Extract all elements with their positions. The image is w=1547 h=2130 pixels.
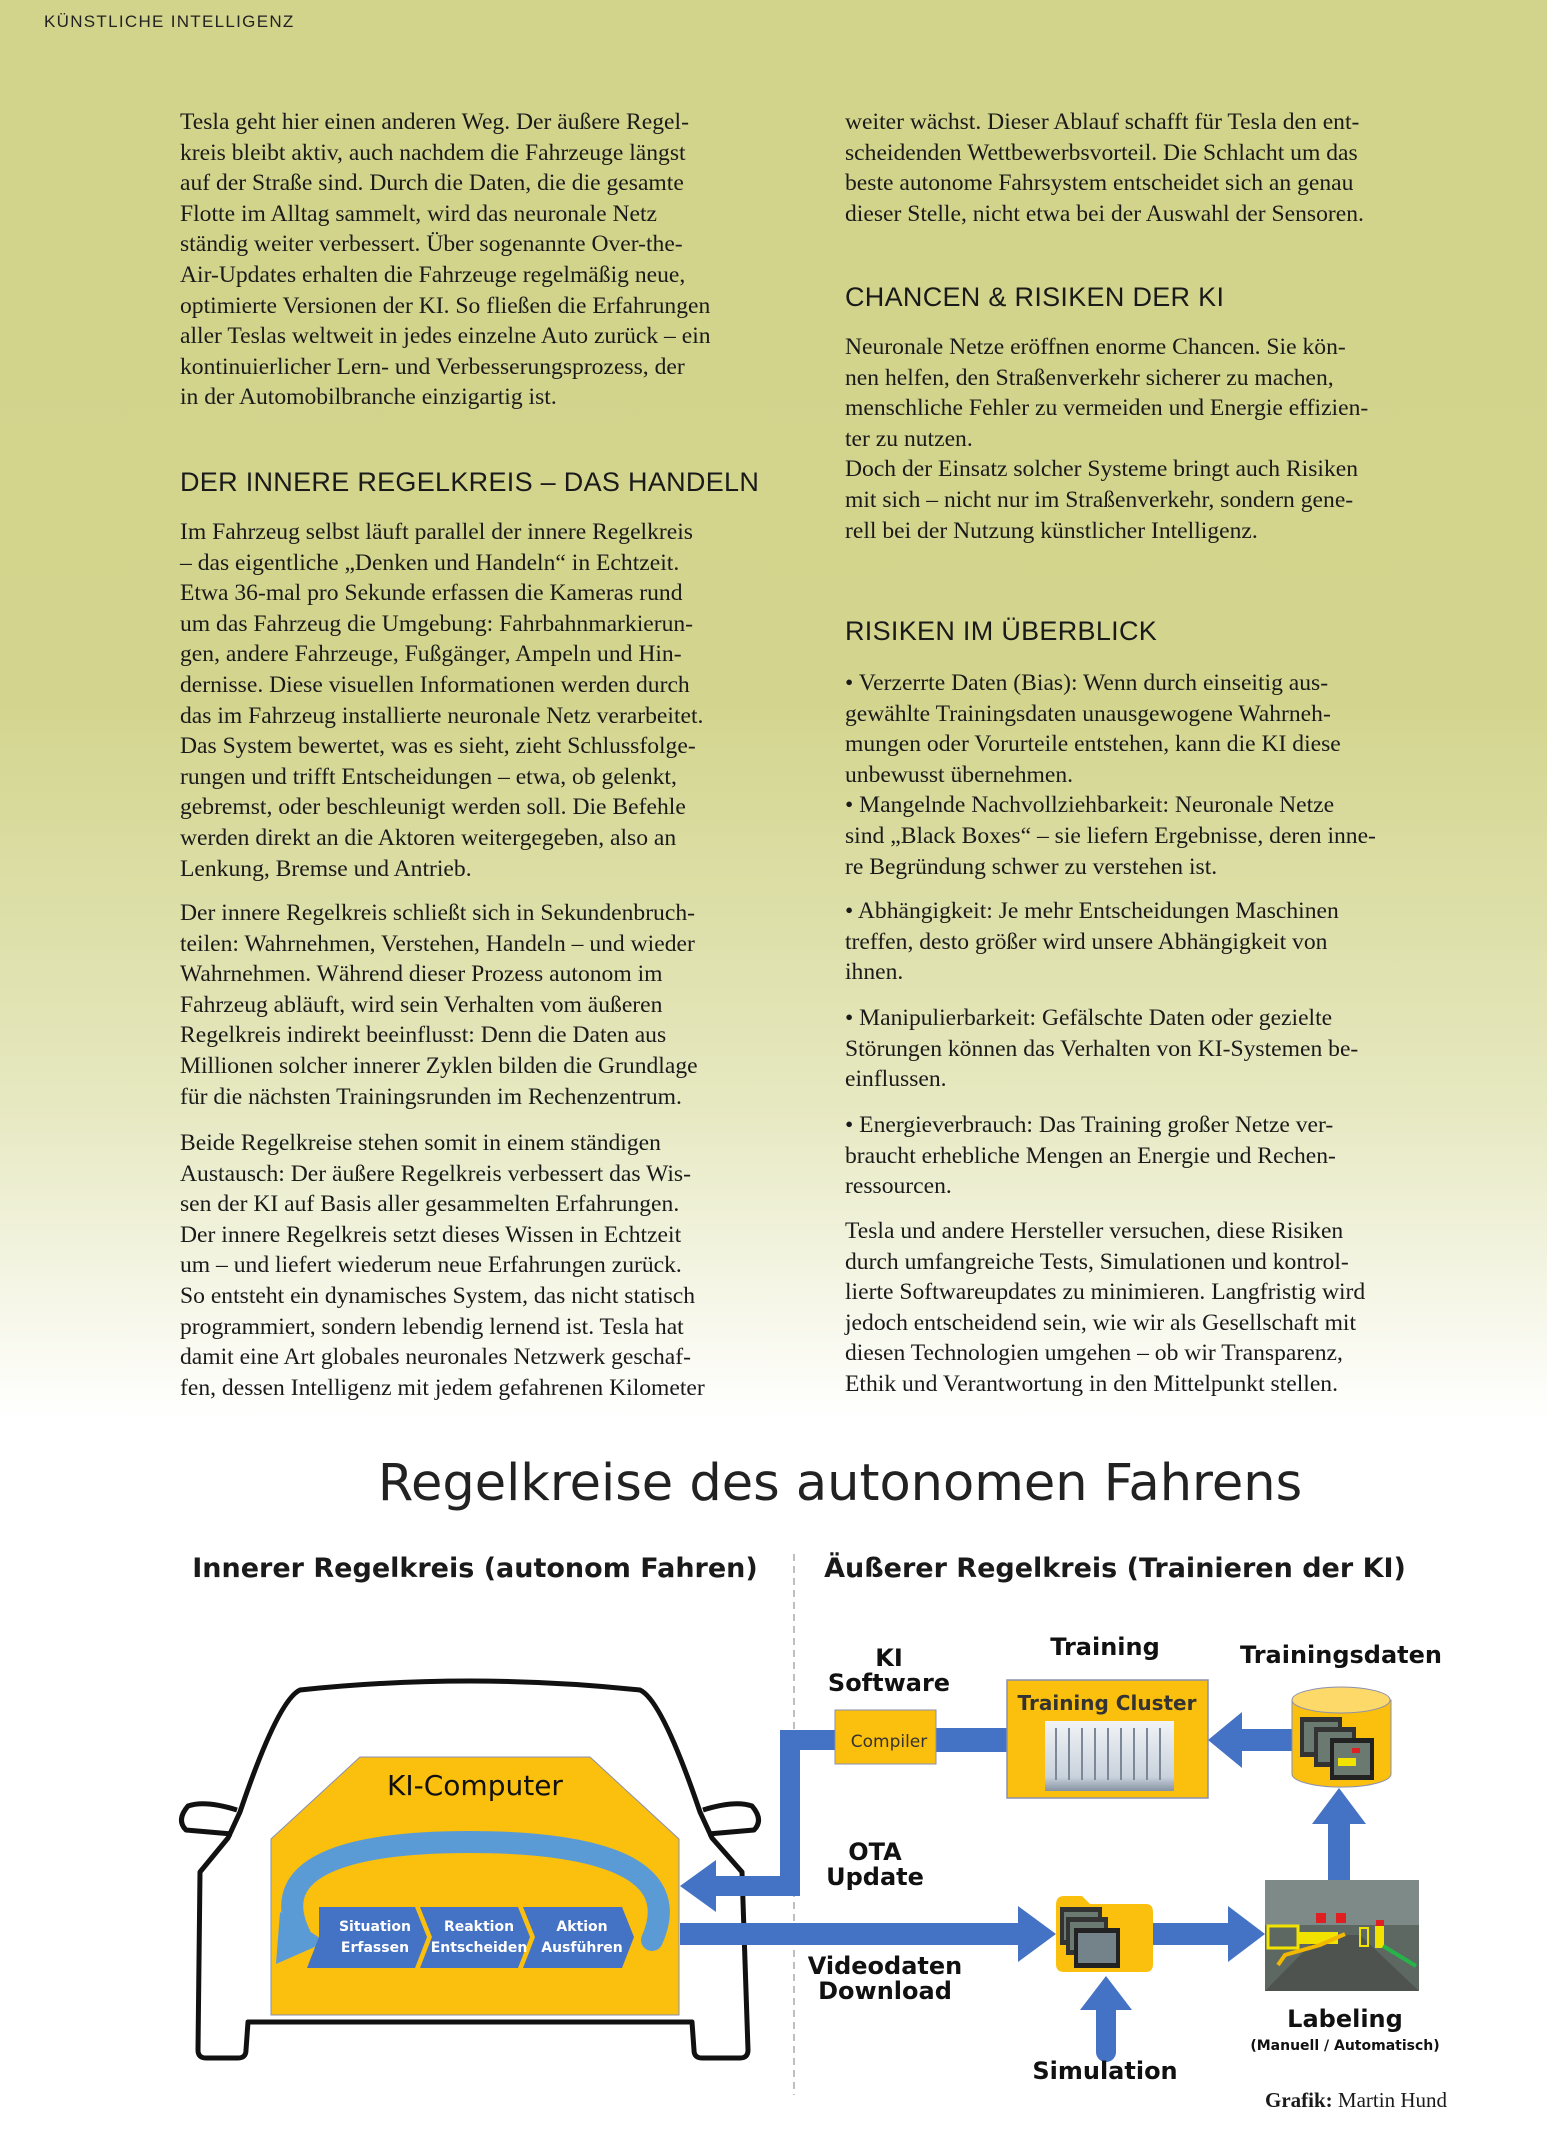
text-line: diesen Technologien umgehen – ob wir Transparenz, [845, 1340, 1343, 1367]
text-line: rell bei der Nutzung künstlicher Intelligenz. [845, 517, 1258, 544]
text-line: Millionen solcher innerer Zyklen bilden die Grundlage [180, 1052, 698, 1079]
text-line: Wahrnehmen. Während dieser Prozess autonom im [180, 961, 663, 988]
step-label: Ausführen [541, 1940, 623, 1956]
text-line: einflussen. [845, 1066, 947, 1093]
text-line: Air-Updates erhalten die Fahrzeuge regelmäßig neue, [180, 261, 686, 288]
text-line: ständig weiter verbessert. Über sogenannte Over-the- [180, 231, 683, 258]
text-line: sind „Black Boxes“ – sie liefern Ergebnisse, deren inne- [845, 822, 1376, 849]
text-line: jedoch entscheidend sein, wie wir als Gesellschaft mit [845, 1309, 1357, 1336]
text-line: gen, andere Fahrzeuge, Fußgänger, Ampeln und Hin- [180, 641, 682, 668]
text-line: ihnen. [845, 959, 904, 986]
ota-label: Update [826, 1863, 924, 1891]
section-heading: DER INNERE REGELKREIS – DAS HANDELN [180, 467, 760, 497]
trainingsdaten-label: Trainingsdaten [1239, 1641, 1443, 1669]
text-line: Lenkung, Bremse und Antrieb. [180, 855, 472, 882]
step-chevron [307, 1907, 427, 1968]
text-line: gebremst, oder beschleunigt werden soll. Die Befehle [180, 794, 686, 821]
text-line: scheidenden Wettbewerbsvorteil. Die Schlacht um das [845, 139, 1358, 166]
text-line: fen, dessen Intelligenz mit jedem gefahrenen Kilometer [180, 1374, 705, 1401]
text-line: • Mangelnde Nachvollziehbarkeit: Neuronale Netze [845, 792, 1335, 819]
text-line: ter zu nutzen. [845, 425, 973, 452]
text-line: Flotte im Alltag sammelt, wird das neuronale Netz [180, 200, 658, 227]
ota-label: OTA [848, 1838, 902, 1866]
ki-software-label: KI [875, 1644, 903, 1672]
arrowhead-icon [1080, 1976, 1132, 2010]
arrowhead-icon [1018, 1906, 1056, 1962]
text-line: rungen und trifft Entscheidungen – etwa, ob gelenkt, [180, 763, 677, 790]
text-line: das im Fahrzeug installierte neuronale Netz verarbeitet. [180, 702, 704, 729]
text-line: teilen: Wahrnehmen, Verstehen, Handeln – und wieder [180, 930, 695, 957]
video-folder-icon [1056, 1896, 1153, 1972]
text-line: Ethik und Verantwortung in den Mittelpunkt stellen. [845, 1370, 1339, 1397]
labeling-sublabel: (Manuell / Automatisch) [1250, 2038, 1440, 2054]
text-line: damit eine Art globales neuronales Netzwerk geschaf- [180, 1344, 691, 1371]
text-line: gewählte Trainingsdaten unausgewogene Wahrneh- [845, 700, 1331, 727]
video-download-label: Videodaten [807, 1952, 963, 1980]
text-line: • Manipulierbarkeit: Gefälschte Daten oder gezielte [845, 1005, 1333, 1031]
text-line: programmiert, sondern lebendig lernend ist. Tesla hat [180, 1313, 684, 1340]
ota-arrow [712, 1740, 835, 1886]
step-label: Aktion [556, 1919, 608, 1935]
text-line: menschliche Fehler zu vermeiden und Energie effizien- [845, 395, 1369, 422]
simulation-label: Simulation [1032, 2057, 1178, 2085]
text-line: re Begründung schwer zu verstehen ist. [845, 853, 1218, 880]
process-steps [307, 1907, 634, 1968]
text-line: Tesla und andere Hersteller versuchen, diese Risiken [845, 1218, 1344, 1244]
text-line: dieser Stelle, nicht etwa bei der Auswahl der Sensoren. [845, 200, 1364, 227]
text-line: treffen, desto größer wird unsere Abhängigkeit von [845, 928, 1328, 955]
database-icon [1292, 1687, 1391, 1787]
section-kicker: KÜNSTLICHE INTELLIGENZ [44, 12, 295, 31]
step-chevron [523, 1907, 634, 1968]
text-line: Etwa 36-mal pro Sekunde erfassen die Kameras rund [180, 580, 683, 607]
section-heading: RISIKEN IM ÜBERBLICK [845, 616, 1158, 646]
text-line: für die nächsten Trainingsrunden im Rechenzentrum. [180, 1083, 682, 1110]
text-line: nen helfen, den Straßenverkehr sicherer zu machen, [845, 364, 1334, 391]
text-line: lierte Softwareupdates zu minimieren. Langfristig wird [845, 1279, 1366, 1306]
section-heading: CHANCEN & RISIKEN DER KI [845, 282, 1225, 312]
text-line: Fahrzeug abläuft, wird sein Verhalten vom äußeren [180, 991, 663, 1018]
text-line: mit sich – nicht nur im Straßenverkehr, sondern gene- [845, 486, 1354, 513]
text-line: aller Teslas weltweit in jedes einzelne Auto zurück – ein [180, 323, 711, 350]
text-line: Im Fahrzeug selbst läuft parallel der innere Regelkreis [180, 519, 693, 545]
step-chevron [420, 1907, 530, 1968]
graphic-credit [1265, 2088, 1447, 2113]
step-label: Erfassen [340, 1940, 410, 1956]
text-line: • Energieverbrauch: Das Training großer Netze ver- [845, 1112, 1334, 1138]
text-line: dernisse. Diese visuellen Informationen werden durch [180, 671, 690, 698]
text-line: Störungen können das Verhalten von KI-Systemen be- [845, 1035, 1359, 1062]
text-line: Austausch: Der äußere Regelkreis verbessert das Wis- [180, 1160, 691, 1187]
text-line: werden direkt an die Aktoren weitergegeben, also an [180, 824, 677, 851]
step-label: Reaktion [443, 1919, 515, 1935]
server-rack-icon [1045, 1721, 1174, 1791]
text-line: optimierte Versionen der KI. So fließen die Erfahrungen [180, 292, 711, 319]
text-line: Tesla geht hier einen anderen Weg. Der äußere Regel- [180, 109, 689, 135]
ki-software-label: Software [827, 1669, 951, 1697]
compiler-label: Compiler [850, 1732, 928, 1752]
text-line: braucht erhebliche Mengen an Energie und Rechen- [845, 1142, 1336, 1169]
text-line: sen der KI auf Basis aller gesammelten Erfahrungen. [180, 1191, 680, 1218]
arrowhead-icon [1312, 1788, 1366, 1824]
credit-name: Martin Hund [1337, 2088, 1447, 2112]
inner-loop-title: Innerer Regelkreis (autonom Fahren) [192, 1553, 758, 1584]
labeling-image [1265, 1880, 1419, 1991]
step-label: Situation [338, 1919, 412, 1935]
text-line: um das Fahrzeug die Umgebung: Fahrbahnmarkierun- [180, 610, 694, 637]
credit-label: Grafik: [1265, 2088, 1333, 2112]
text-line: Doch der Einsatz solcher Systeme bringt auch Risiken [845, 456, 1359, 483]
text-line: Neuronale Netze eröffnen enorme Chancen. Sie kön- [845, 334, 1346, 360]
diagram-title: Regelkreise des autonomen Fahrens [377, 1454, 1303, 1513]
text-line: in der Automobilbranche einzigartig ist. [180, 384, 557, 411]
text-line: auf der Straße sind. Durch die Daten, die die gesamte [180, 170, 684, 197]
ki-computer-label: KI-Computer [387, 1769, 563, 1802]
text-line: Der innere Regelkreis schließt sich in Sekundenbruch- [180, 900, 695, 926]
text-line: ressourcen. [845, 1173, 952, 1200]
text-line: Das System bewertet, was es sieht, zieht Schlussfolge- [180, 733, 696, 760]
training-cluster-label: Training Cluster [1017, 1691, 1197, 1715]
arrowhead-icon [1208, 1712, 1242, 1768]
step-label: Entscheiden [430, 1940, 528, 1956]
arrowhead-icon [1228, 1906, 1265, 1962]
video-download-label: Download [818, 1977, 952, 2005]
arrowhead-icon [680, 1860, 716, 1912]
outer-loop-title: Äußerer Regelkreis (Trainieren der KI) [824, 1553, 1406, 1584]
text-line: kontinuierlicher Lern- und Verbesserungsprozess, der [180, 353, 685, 380]
text-line: Der innere Regelkreis setzt dieses Wissen in Echtzeit [180, 1221, 682, 1248]
text-line: durch umfangreiche Tests, Simulationen und kontrol- [845, 1248, 1349, 1275]
text-line: um – und liefert wiederum neue Erfahrungen zurück. [180, 1252, 682, 1279]
labeling-label: Labeling [1287, 2005, 1403, 2033]
text-line: So entsteht ein dynamisches System, das nicht statisch [180, 1282, 696, 1309]
text-line: unbewusst übernehmen. [845, 761, 1074, 788]
text-line: Beide Regelkreise stehen somit in einem ständigen [180, 1130, 661, 1156]
text-line: Regelkreis indirekt beeinflusst: Denn die Daten aus [180, 1022, 667, 1049]
text-line: mungen oder Vorurteile entstehen, kann die KI diese [845, 731, 1341, 758]
text-line: • Verzerrte Daten (Bias): Wenn durch einseitig aus- [845, 670, 1329, 696]
text-line: beste autonome Fahrsystem entscheidet sich an genau [845, 170, 1354, 197]
text-line: kreis bleibt aktiv, auch nachdem die Fahrzeuge längst [180, 139, 686, 166]
text-line: – das eigentliche „Denken und Handeln“ in Echtzeit. [180, 549, 680, 576]
training-label: Training [1050, 1633, 1160, 1661]
text-line: • Abhängigkeit: Je mehr Entscheidungen Maschinen [845, 898, 1339, 924]
text-line: weiter wächst. Dieser Ablauf schafft für Tesla den ent- [845, 109, 1360, 135]
